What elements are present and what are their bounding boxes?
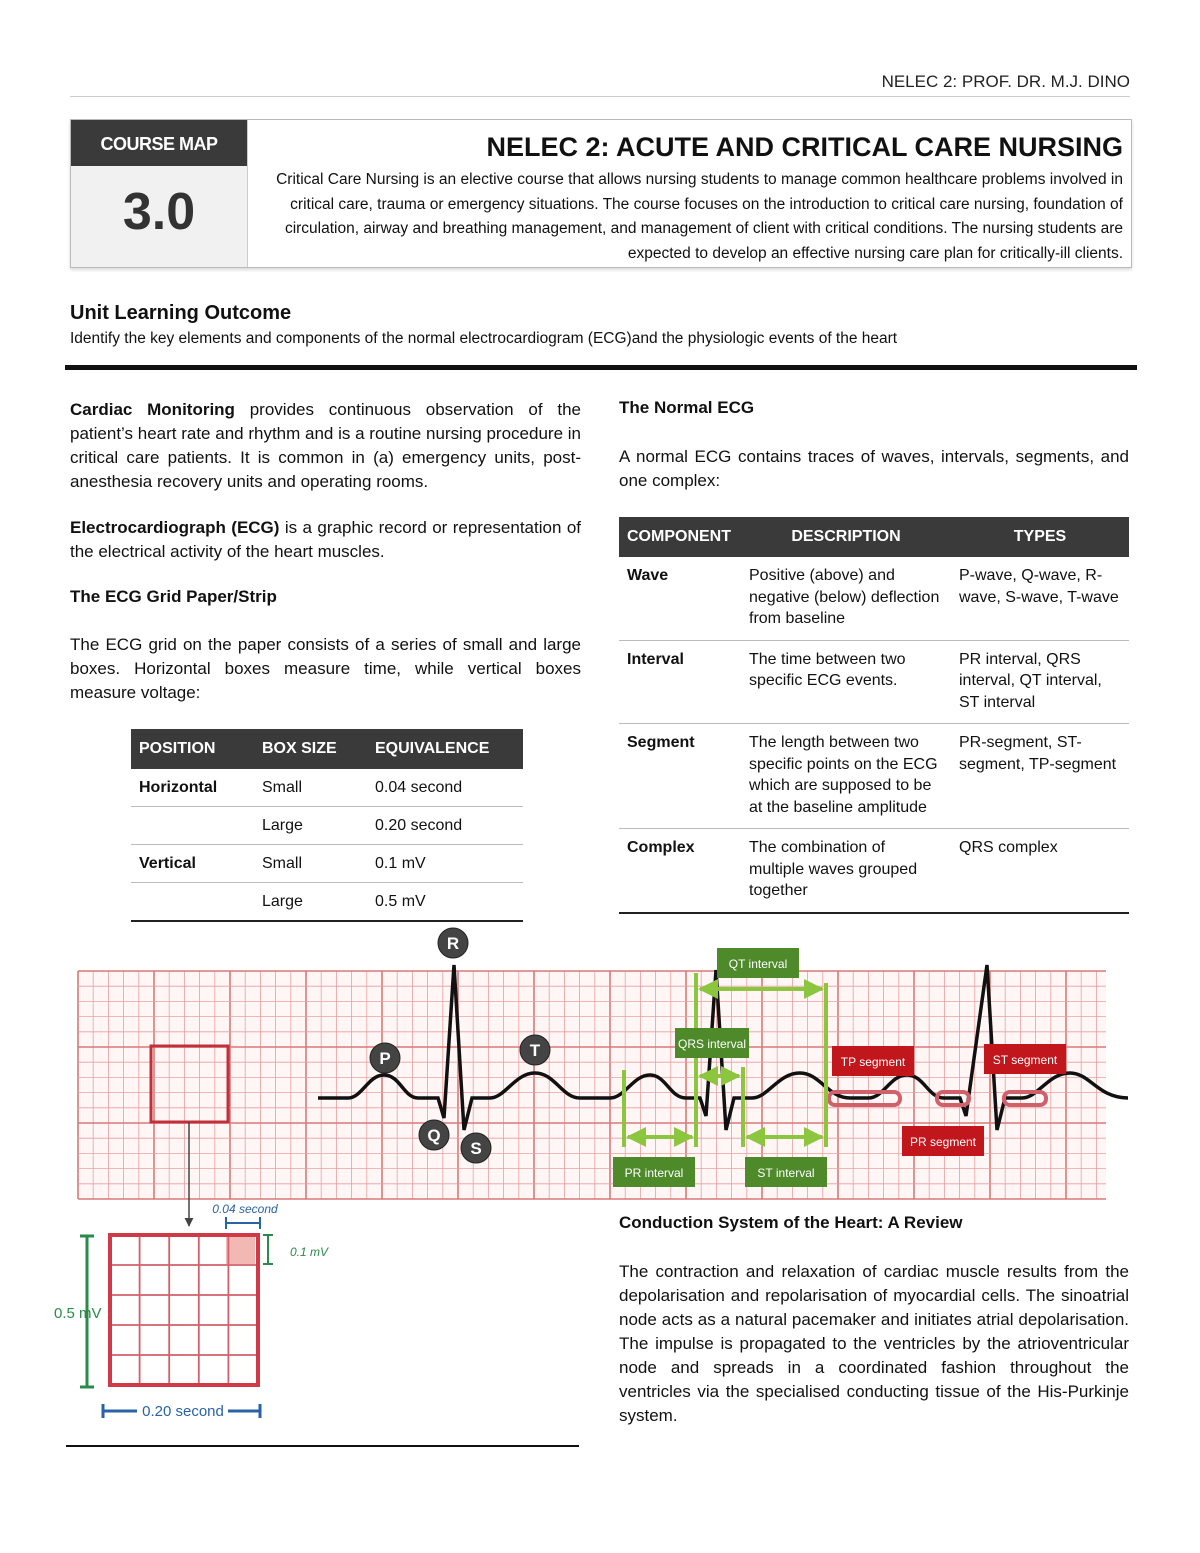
description-cell: Positive (above) and negative (below) deflection from baseline xyxy=(741,557,951,640)
cardiac-monitoring-term: Cardiac Monitoring xyxy=(70,400,235,419)
table-row xyxy=(619,724,1129,829)
table-row xyxy=(131,769,523,807)
equivalence-cell: 0.1 mV xyxy=(367,845,523,883)
table-row xyxy=(619,640,1129,724)
course-map-number: 3.0 xyxy=(122,183,196,241)
large-volt-label: 0.5 mV xyxy=(54,1305,102,1322)
table-row xyxy=(619,829,1129,913)
st-interval-label: ST interval xyxy=(757,1166,815,1180)
pr-segment-label: PR segment xyxy=(909,1135,977,1149)
ecg-definition-text: is a graphic record or representation of the electrical activity of the heart muscles. xyxy=(70,518,581,561)
table-row xyxy=(131,807,523,845)
cardiac-monitoring-paragraph xyxy=(70,398,581,494)
tp-segment-label: TP segment xyxy=(840,1055,906,1069)
large-time-label: 0.20 second xyxy=(142,1403,224,1420)
component-cell: Segment xyxy=(619,724,741,829)
position-cell xyxy=(131,883,254,922)
header-course-professor: NELEC 2: PROF. DR. M.J. DINO xyxy=(881,72,1130,91)
ecg-definition-paragraph xyxy=(70,516,581,564)
box-size-cell: Small xyxy=(254,845,367,883)
table-row xyxy=(131,845,523,883)
course-map-box xyxy=(70,119,1132,268)
position-cell: Vertical xyxy=(131,845,254,883)
normal-ecg-text: A normal ECG contains traces of waves, intervals, segments, and one complex: xyxy=(619,447,1129,490)
equivalence-cell: 0.5 mV xyxy=(367,883,523,922)
ecg-term: Electrocardiograph (ECG) xyxy=(70,518,280,537)
small-volt-bracket xyxy=(263,1235,273,1264)
description-cell: The time between two specific ECG events. xyxy=(741,640,951,724)
bottom-divider xyxy=(66,1445,579,1447)
qrs-interval-label: QRS interval xyxy=(677,1037,747,1051)
normal-ecg-heading: The Normal ECG xyxy=(619,398,755,417)
s-wave-label: S xyxy=(470,1139,482,1158)
position-header: POSITION xyxy=(131,729,254,769)
course-description: Critical Care Nursing is an elective course that allows nursing students to manage common healthcare problems involved in critical care, trauma or emergency situations. The course focuses on the introduction to critical care nursing, foundation of circulation, airway and breathing management, and management of client with critical conditions. The nursing students are expected to develop an effective nursing care plan for critically-ill clients. xyxy=(276,171,1123,262)
box-size-header: BOX SIZE xyxy=(254,729,367,769)
types-header: TYPES xyxy=(951,517,1129,557)
description-header: DESCRIPTION xyxy=(741,517,951,557)
position-cell xyxy=(131,807,254,845)
box-size-cell: Large xyxy=(254,883,367,922)
qt-interval-label: QT interval xyxy=(728,957,788,971)
grid-background xyxy=(78,971,1106,1199)
small-time-label: 0.04 second xyxy=(212,1202,278,1216)
description-cell: The combination of multiple waves grouped together xyxy=(741,829,951,913)
types-cell: PR-segment, ST-segment, TP-segment xyxy=(951,724,1129,829)
section-divider xyxy=(65,365,1137,370)
equivalence-cell: 0.04 second xyxy=(367,769,523,807)
position-table xyxy=(131,729,523,922)
small-volt-label: 0.1 mV xyxy=(290,1245,329,1259)
conduction-heading: Conduction System of the Heart: A Review xyxy=(619,1213,963,1232)
component-table-header xyxy=(619,517,1129,557)
component-table xyxy=(619,517,1129,914)
description-cell: The length between two specific points on the ECG which are supposed to be at the baseline amplitude xyxy=(741,724,951,829)
ecg-grid-paper xyxy=(78,971,1106,1199)
small-time-bracket xyxy=(226,1217,260,1229)
types-cell: PR interval, QRS interval, QT interval, ST interval xyxy=(951,640,1129,724)
st-segment-label: ST segment xyxy=(992,1053,1058,1067)
table-row xyxy=(131,883,523,922)
unit-outcome-title: Unit Learning Outcome xyxy=(70,302,292,324)
types-cell: P-wave, Q-wave, R-wave, S-wave, T-wave xyxy=(951,557,1129,640)
component-cell: Complex xyxy=(619,829,741,913)
table-row xyxy=(619,557,1129,640)
t-wave-label: T xyxy=(529,1041,541,1060)
box-size-cell: Small xyxy=(254,769,367,807)
component-cell: Wave xyxy=(619,557,741,640)
equivalence-header: EQUIVALENCE xyxy=(367,729,523,769)
equivalence-cell: 0.20 second xyxy=(367,807,523,845)
q-wave-label: Q xyxy=(427,1126,441,1145)
r-wave-label: R xyxy=(446,934,460,953)
component-header: COMPONENT xyxy=(619,517,741,557)
unit-outcome-text: Identify the key elements and components of the normal electrocardiogram (ECG)and the physiologic events of the heart xyxy=(70,330,898,347)
conduction-text: The contraction and relaxation of cardiac muscle results from the depolarisation and repolarisation of myocardial cells. The sinoatrial node acts as a natural pacemaker and initiates atrial depolarisation. The impulse is propagated to the ventricles by the atrioventricular node and spreads in a coordinated fashion throughout the ventricles via the specialised conducting tissue of the His-Purkinje system. xyxy=(619,1262,1129,1425)
course-map-label: COURSE MAP xyxy=(71,120,247,166)
grid-paper-text: The ECG grid on the paper consists of a series of small and large boxes. Horizontal boxes measure time, while vertical boxes measure voltage: xyxy=(70,635,581,702)
cardiac-monitoring-text: provides continuous observation of the patient’s heart rate and rhythm and is a routine nursing procedure in critical care patients. It is common in (a) emergency units, post-anesthesia recovery units and operating rooms. xyxy=(70,400,581,491)
grid-paper-heading: The ECG Grid Paper/Strip xyxy=(70,587,277,606)
position-table-header xyxy=(131,729,523,769)
small-box-highlight xyxy=(226,1235,255,1264)
types-cell: QRS complex xyxy=(951,829,1129,913)
header-divider xyxy=(70,96,1130,97)
box-size-cell: Large xyxy=(254,807,367,845)
p-wave-label: P xyxy=(379,1049,391,1068)
course-title: NELEC 2: ACUTE AND CRITICAL CARE NURSING xyxy=(486,132,1123,162)
component-cell: Interval xyxy=(619,640,741,724)
pr-interval-label: PR interval xyxy=(624,1166,684,1180)
zoomed-large-box xyxy=(54,1202,329,1420)
position-cell: Horizontal xyxy=(131,769,254,807)
